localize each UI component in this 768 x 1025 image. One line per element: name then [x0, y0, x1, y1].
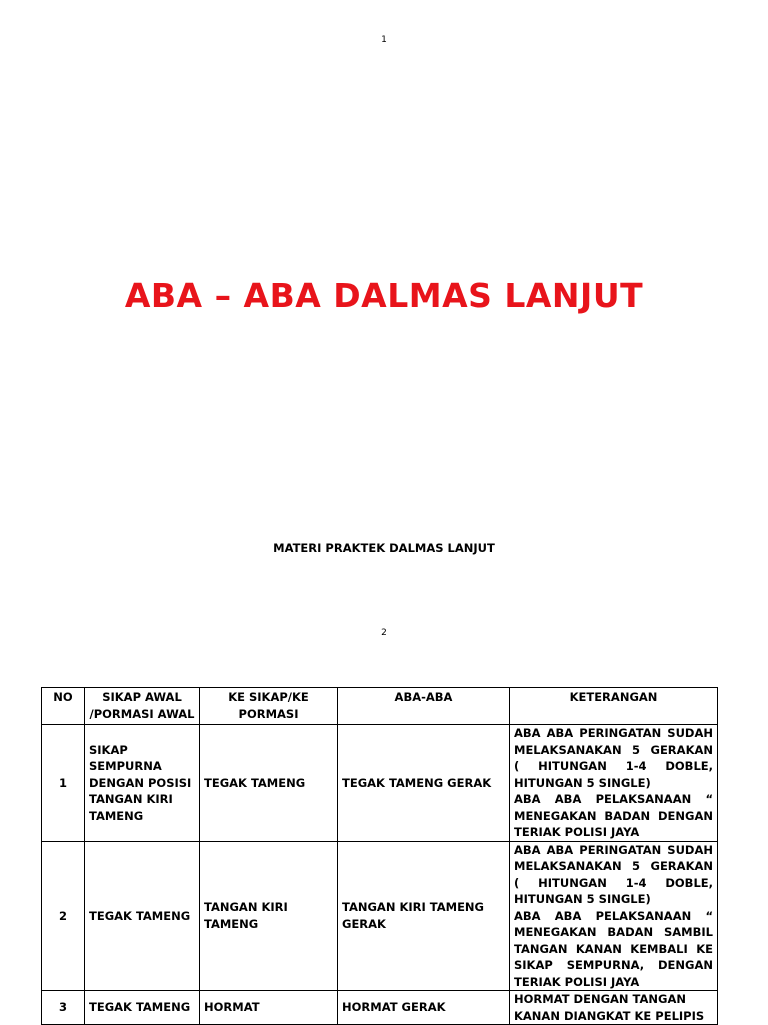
keterangan-line: ABA ABA PERINGATAN SUDAH: [514, 842, 713, 857]
keterangan-line: TERIAK POLISI JAYA: [514, 974, 640, 989]
keterangan-line: MENEGAKAN BADAN SAMBIL: [514, 925, 713, 939]
drill-command-table: [41, 687, 718, 1025]
table-header-row: [42, 688, 718, 725]
keterangan-line: ABA ABA PELAKSANAAN “: [514, 792, 713, 806]
cell-sikap-awal: TEGAK TAMENG: [85, 991, 200, 1025]
document-subtitle: MATERI PRAKTEK DALMAS LANJUT: [273, 541, 495, 555]
table-row: [42, 991, 718, 1025]
keterangan-line: ( HITUNGAN 1-4 DOBLE,: [514, 875, 713, 890]
table-row: [42, 841, 718, 991]
keterangan-line: MELAKSANAKAN 5 GERAKAN: [514, 742, 713, 757]
header-no: NO: [42, 688, 85, 725]
keterangan-line: HORMAT DENGAN TANGAN: [514, 992, 686, 1006]
page-number: 2: [381, 628, 387, 638]
cell-aba-aba: TANGAN KIRI TAMENG GERAK: [338, 841, 510, 991]
keterangan-line: ( HITUNGAN 1-4 DOBLE,: [514, 759, 713, 773]
keterangan-line: SIKAP SEMPURNA, DENGAN: [514, 958, 713, 972]
table-row: [42, 725, 718, 842]
cell-aba-aba: HORMAT GERAK: [338, 991, 510, 1025]
keterangan-line: ABA ABA PERINGATAN SUDAH: [514, 726, 713, 740]
cell-keterangan: [510, 841, 718, 991]
cell-keterangan: [510, 725, 718, 842]
keterangan-line: KANAN DIANGKAT KE PELIPIS: [514, 1008, 705, 1023]
keterangan-line: HITUNGAN 5 SINGLE): [514, 892, 651, 906]
document-title: ABA – ABA DALMAS LANJUT: [124, 276, 644, 315]
cell-sikap-awal: SIKAP SEMPURNA DENGAN POSISI TANGAN KIRI TAMENG: [85, 725, 200, 842]
cell-ke-sikap: HORMAT: [200, 991, 338, 1025]
header-sikap-awal: SIKAP AWAL /PORMASI AWAL: [85, 688, 200, 725]
page-number: 1: [381, 35, 387, 45]
header-keterangan: KETERANGAN: [510, 688, 718, 725]
cell-aba-aba: TEGAK TAMENG GERAK: [338, 725, 510, 842]
cell-ke-sikap: TEGAK TAMENG: [200, 725, 338, 842]
header-ke-sikap: KE SIKAP/KE PORMASI: [200, 688, 338, 725]
keterangan-line: HITUNGAN 5 SINGLE): [514, 775, 651, 790]
keterangan-line: MENEGAKAN BADAN DENGAN: [514, 808, 713, 823]
keterangan-line: ABA ABA PELAKSANAAN “: [514, 908, 713, 923]
cell-sikap-awal: TEGAK TAMENG: [85, 841, 200, 991]
cell-no: 2: [42, 841, 85, 991]
cell-no: 1: [42, 725, 85, 842]
cell-no: 3: [42, 991, 85, 1025]
keterangan-line: TERIAK POLISI JAYA: [514, 825, 640, 839]
keterangan-line: TANGAN KANAN KEMBALI KE: [514, 941, 713, 956]
cell-ke-sikap: TANGAN KIRI TAMENG: [200, 841, 338, 991]
keterangan-line: MELAKSANAKAN 5 GERAKAN: [514, 859, 713, 873]
cell-keterangan: [510, 991, 718, 1025]
header-aba-aba: ABA-ABA: [338, 688, 510, 725]
